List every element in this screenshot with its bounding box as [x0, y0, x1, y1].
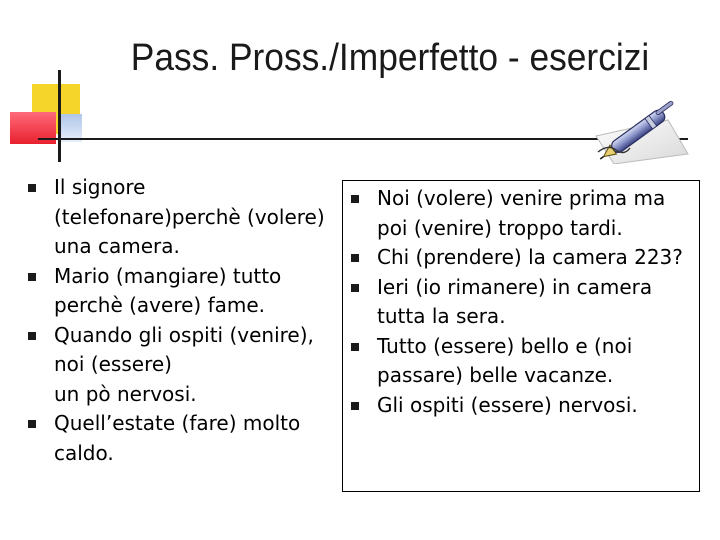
- square-bullet-icon: [351, 195, 359, 203]
- item-line: Ieri (io rimanere) in camera: [377, 274, 653, 299]
- item-line: un pò nervosi.: [54, 381, 197, 406]
- item-line: passare) belle vacanze.: [377, 363, 614, 387]
- item-line: Tutto (essere) bello e (noi: [377, 333, 633, 358]
- item-line: Quando gli ospiti (venire),: [54, 322, 314, 347]
- square-bullet-icon: [351, 254, 359, 262]
- list-item: [343, 391, 699, 421]
- item-line: Mario (mangiare) tutto: [54, 263, 282, 288]
- item-line: Quell’estate (fare) molto: [54, 411, 301, 435]
- list-item: [22, 409, 342, 468]
- item-line: Chi (prendere) la camera 223?: [377, 245, 683, 269]
- list-item: [343, 184, 699, 243]
- slide-title: Pass. Pross./Imperfetto - esercizi: [130, 37, 650, 79]
- list-item: [22, 321, 342, 410]
- item-line: Gli ospiti (essere) nervosi.: [377, 392, 638, 417]
- list-item: [343, 243, 699, 273]
- item-line: noi (essere): [54, 352, 172, 376]
- item-line: (telefonare)perchè (volere): [54, 204, 325, 229]
- item-line: Noi (volere) venire prima ma: [377, 186, 666, 210]
- item-line: perchè (avere) fame.: [54, 293, 266, 317]
- square-bullet-icon: [28, 332, 36, 340]
- pen-icon: [590, 92, 690, 164]
- item-line: poi (venire) troppo tardi.: [377, 215, 623, 240]
- left-exercise-list: [22, 173, 342, 468]
- square-bullet-icon: [351, 343, 359, 351]
- square-bullet-icon: [28, 273, 36, 281]
- square-bullet-icon: [28, 420, 36, 428]
- item-line: Il signore: [54, 175, 146, 199]
- square-bullet-icon: [351, 284, 359, 292]
- item-line: una camera.: [54, 234, 180, 258]
- list-item: [343, 273, 699, 332]
- decorative-vertical-line: [58, 70, 61, 162]
- item-line: caldo.: [54, 440, 114, 465]
- list-item: [22, 262, 342, 321]
- right-exercise-box: [342, 180, 700, 492]
- square-bullet-icon: [351, 402, 359, 410]
- list-item: [343, 332, 699, 391]
- item-line: tutta la sera.: [377, 304, 506, 328]
- square-bullet-icon: [28, 184, 36, 192]
- list-item: [22, 173, 342, 262]
